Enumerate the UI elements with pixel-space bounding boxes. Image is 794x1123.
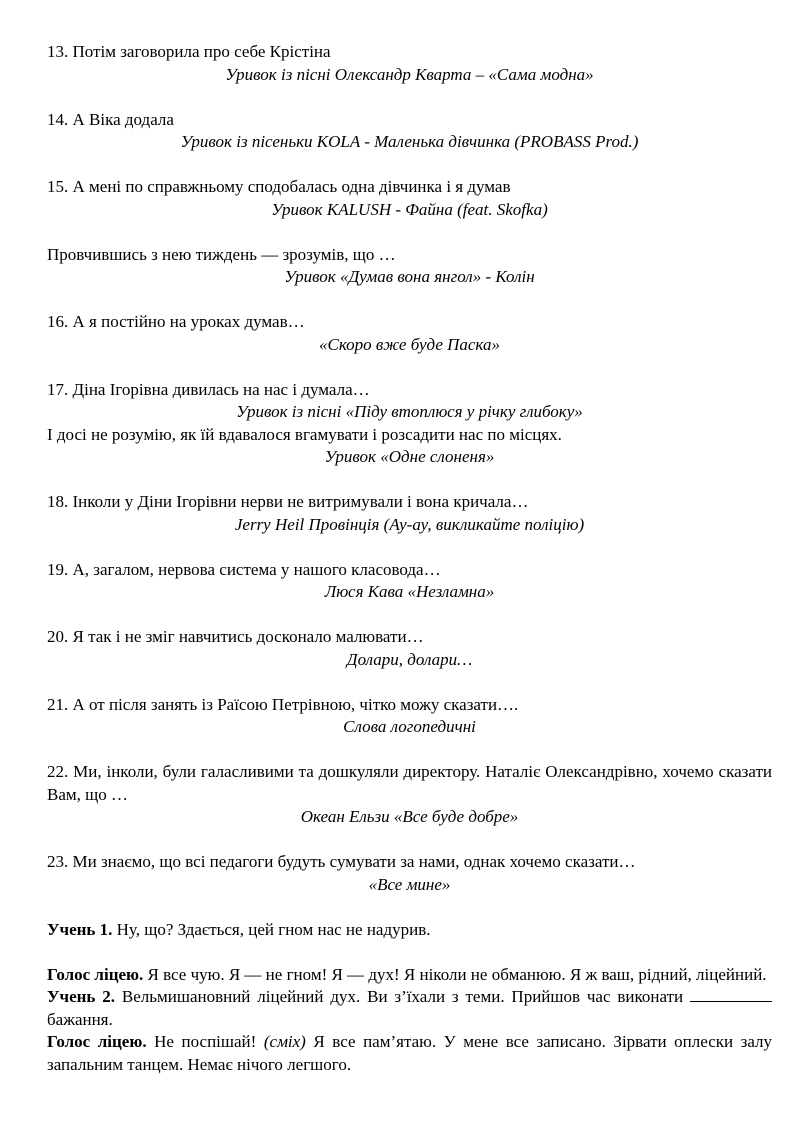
stage-direction: (сміх) [263, 1032, 306, 1051]
song-15: Уривок KALUSH - Файна (feat. Skofka) [271, 199, 548, 219]
song-16: «Скоро вже буде Паска» [319, 334, 500, 354]
song-19: Люся Кава «Незламна» [324, 582, 495, 601]
student-2-line: Учень 2. Вельмишановний ліцейний дух. Ви з’їхали з теми. Прийшов час виконати бажання. [47, 986, 772, 1031]
item-15: 15. А мені по справжньому сподобалась одна дівчинка і я думав [47, 177, 511, 196]
item-18: 18. Інколи у Діни Ігорівни нерви не витримували і вона кричала… [47, 492, 529, 511]
song-13: Уривок із пісні Олександр Кварта – «Сама модна» [225, 64, 594, 84]
voice-line-1: Голос ліцею. Я все чую. Я — не гном! Я — дух! Я ніколи не обманюю. Я ж ваш, рідний, ліцейний. [47, 964, 767, 984]
speaker-voice-2: Голос ліцею. [47, 1032, 147, 1051]
voice-line-2: Голос ліцею. Не поспішай! (сміх) Я все пам’ятаю. У мене все записано. Зірвати оплески залу запальним танцем. Немає нічого легшого. [47, 1032, 773, 1074]
speaker-voice: Голос ліцею. [47, 964, 144, 984]
song-22: Океан Ельзи «Все буде добре» [300, 807, 519, 826]
blank-line [690, 987, 772, 1002]
song-17-continuation: Уривок «Одне слоненя» [324, 447, 495, 466]
speaker-student-1: Учень 1. [47, 919, 113, 939]
document-page [47, 41, 772, 1076]
item-22: 22. Ми, інколи, були галасливими та дошкуляли директору. Наталіє Олександрівно, хочемо сказати Вам, що … [47, 762, 773, 804]
student-1-line: Учень 1. Ну, що? Здається, цей гном нас не надурив. [47, 919, 431, 939]
song-15-continuation: Уривок «Думав вона янгол» - Колін [284, 267, 535, 286]
item-14: 14. А Віка додала [47, 109, 174, 129]
song-17: Уривок із пісні «Піду втоплюся у річку глибоку» [236, 402, 583, 421]
song-21: Слова логопедичні [343, 717, 476, 736]
song-23: «Все мине» [368, 874, 451, 894]
item-17: 17. Діна Ігорівна дивилась на нас і думала… [47, 379, 370, 399]
item-19: 19. А, загалом, нервова система у нашого класовода… [47, 559, 441, 579]
item-13: 13. Потім заговорила про себе Крістіна [47, 42, 331, 61]
song-18: Jerry Heil Провінція (Ау-ау, викликайте поліцію) [234, 514, 585, 534]
speaker-student-2: Учень 2. [47, 987, 116, 1006]
item-16: 16. А я постійно на уроках думав… [47, 312, 305, 331]
song-20: Долари, долари… [346, 649, 473, 669]
song-14: Уривок із пісеньки KOLA - Маленька дівчинка (PROBASS Prod.) [180, 132, 639, 151]
item-15-continuation: Провчившись з нею тиждень — зрозумів, що … [47, 244, 396, 264]
item-23: 23. Ми знаємо, що всі педагоги будуть сумувати за нами, однак хочемо сказати… [47, 852, 636, 871]
item-21: 21. А от після занять із Раїсою Петрівною, чітко можу сказати…. [47, 694, 519, 714]
item-17-continuation: І досі не розумію, як їй вдавалося вгамувати і розсадити нас по місцях. [47, 424, 562, 444]
item-20: 20. Я так і не зміг навчитись досконало малювати… [47, 627, 424, 646]
